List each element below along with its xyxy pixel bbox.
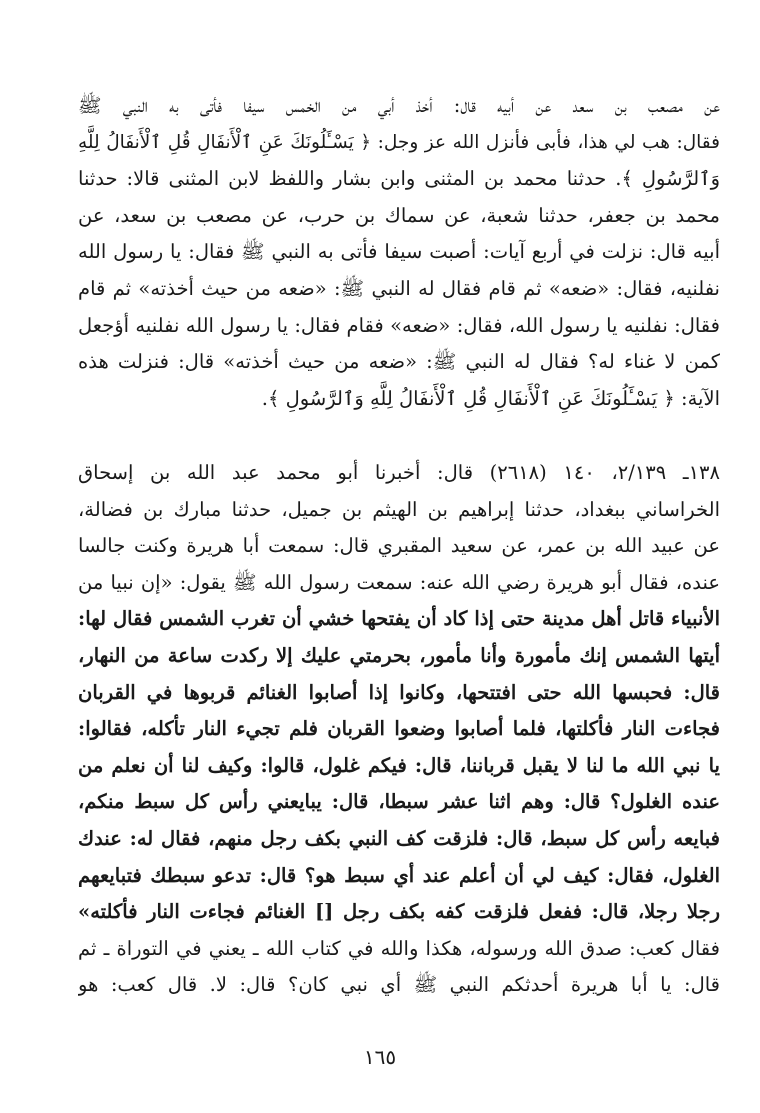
text-line: كمن لا غناء له؟ فقال له النبي ﷺ: «ضعه من حيث أخذته» قال: فنزلت هذه: [78, 350, 720, 374]
text-line: عنده، فقال أبو هريرة رضي الله عنه: سمعت رسول الله ﷺ يقول: «إن نبيا من: [78, 570, 720, 594]
hadith-text-line: فبايعه رأس كل سبط، قال: فلزقت كف النبي بكف رجل منهم، فقال له: عندك: [78, 826, 720, 850]
hadith-text-line: رجلا رجلا، قال: ففعل فلزقت كفه بكف رجل [] الغنائم فجاءت النار فأكلته»: [78, 900, 720, 924]
page-number: ١٦٥: [363, 1045, 397, 1069]
text-line: محمد بن جعفر، حدثنا شعبة، عن سماك بن حرب، عن مصعب بن سعد، عن: [78, 203, 720, 227]
hadith-text-line: يا نبي الله ما لنا لا يقبل قرباننا، قال: فيكم غلول، قالوا: وكيف لنا أن نعلم من: [78, 753, 720, 777]
text-line: الخراساني ببغداد، حدثنا إبراهيم بن الهيثم بن جميل، حدثنا مبارك بن فضالة،: [78, 497, 720, 521]
hadith-text-line: الأنبياء قاتل أهل مدينة حتى إذا كاد أن يفتحها خشي أن تغرب الشمس فقال لها:: [78, 607, 720, 631]
text-line: فقال كعب: صدق الله ورسوله، هكذا والله في كتاب الله ـ يعني في التوراة ـ ثم: [78, 936, 720, 960]
text-line: عن مصعب بن سعد عن أبيه قال: أخذ أبي من الخمس سيفا فأتى به النبي ﷺ: [78, 94, 720, 117]
paragraph-1: [78, 88, 720, 417]
text-line: فقال: نفلنيه يا رسول الله، فقال: «ضعه» فقام فقال: يا رسول الله نفلنيه أؤجعل: [78, 313, 720, 337]
text-line: قال: يا أبا هريرة أحدثكم النبي ﷺ أي نبي كان؟ قال: لا. قال كعب: هو: [78, 973, 720, 997]
hadith-text-line: عنده الغلول؟ قال: وهم اثنا عشر سبطا، قال: يبايعني رأس كل سبط منكم،: [78, 790, 720, 814]
text-line: الآية: ﴿ يَسْـَٔلُونَكَ عَنِ ٱلْأَنفَالِ قُلِ ٱلْأَنفَالُ لِلَّهِ وَٱلرَّسُولِ ﴾.: [261, 386, 720, 410]
text-line: نفلنيه، فقال: «ضعه» ثم قام فقال له النبي ﷺ: «ضعه من حيث أخذته» ثم قام: [78, 276, 720, 300]
paragraph-2: [78, 455, 720, 1004]
text-line: وَٱلرَّسُولِ ﴾. حدثنا محمد بن المثنى وابن بشار واللفظ لابن المثنى قالا: حدثنا: [78, 167, 720, 191]
hadith-heading-line: ١٣٨ـ ٢/١٣٩، ١٤٠ (٢٦١٨) قال: أخبرنا أبو محمد عبد الله بن إسحاق: [78, 461, 720, 484]
hadith-text-line: قال: فحبسها الله حتى افتتحها، وكانوا إذا أصابوا الغنائم قربوها في القربان: [78, 680, 720, 704]
hadith-text-line: أيتها الشمس إنك مأمورة وأنا مأمور، بحرمتي عليك إلا ركدت ساعة من النهار،: [78, 643, 720, 667]
hadith-text-line: الغلول، فقال: كيف لي أن أعلم عند أي سبط هو؟ قال: تدعو سبطك فتبايعهم: [78, 863, 720, 887]
text-line: عن عبيد الله بن عمر، عن سعيد المقبري قال: سمعت أبا هريرة وكنت جالسا: [78, 534, 720, 558]
hadith-text-line: فجاءت النار فأكلتها، فلما أصابوا وضعوا القربان فلم تجيء النار تأكله، فقالوا:: [78, 717, 720, 741]
text-line: فقال: هب لي هذا، فأبى فأنزل الله عز وجل: ﴿ يَسْـَٔلُونَكَ عَنِ ٱلْأَنفَالِ قُلِ ٱلْأَنفَالُ لِلَّهِ: [78, 131, 720, 153]
text-line: أبيه قال: نزلت في أربع آيات: أصبت سيفا فأتى به النبي ﷺ فقال: يا رسول الله: [78, 240, 720, 264]
